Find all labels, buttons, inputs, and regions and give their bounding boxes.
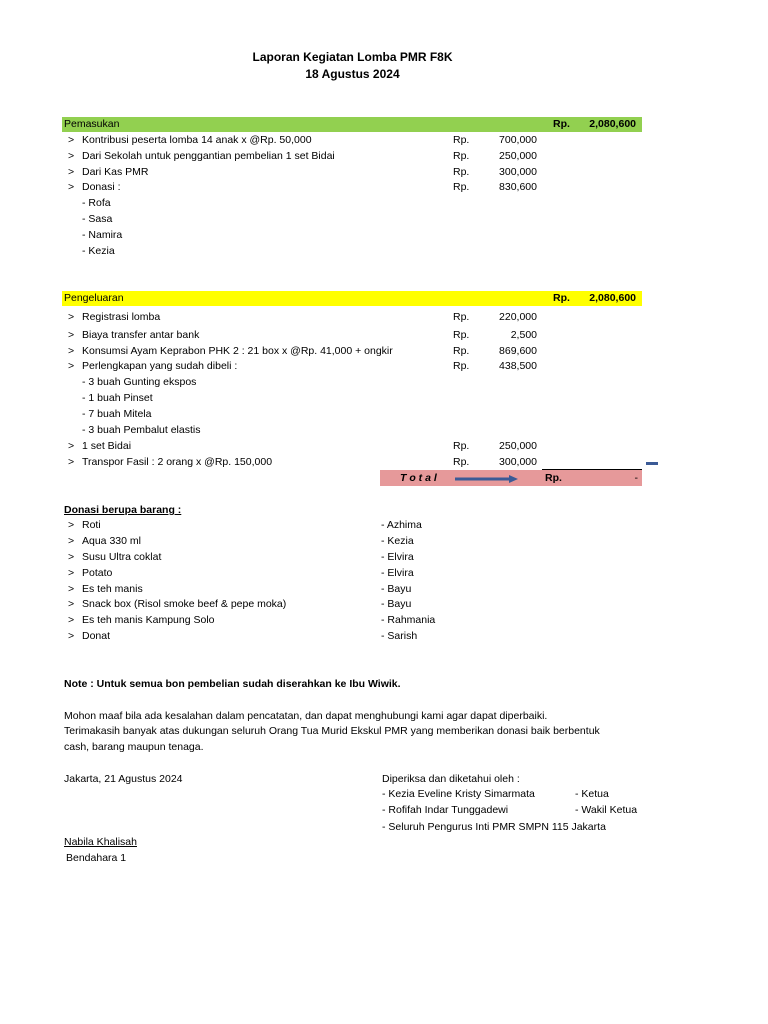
donation-item: Donat xyxy=(82,630,111,642)
supply-item: - 7 buah Mitela xyxy=(82,408,152,420)
donor-name: - Namira xyxy=(82,229,123,241)
arrow-right-icon xyxy=(455,473,519,485)
donation-item: Roti xyxy=(82,519,101,531)
item-currency: Rp. xyxy=(453,134,470,146)
item-text: Kontribusi peserta lomba 14 anak x @Rp. 50,000 xyxy=(82,134,312,146)
donation-donor: - Elvira xyxy=(381,551,414,563)
donation-item: Es teh manis Kampung Solo xyxy=(82,614,215,626)
item-currency: Rp. xyxy=(453,150,470,162)
checker-name: - Kezia Eveline Kristy Simarmata xyxy=(382,788,535,800)
donation-donor: - Azhima xyxy=(381,519,422,531)
donation-donor: - Bayu xyxy=(381,583,412,595)
item-text: Biaya transfer antar bank xyxy=(82,329,200,341)
item-text: Perlengkapan yang sudah dibeli : xyxy=(82,360,238,372)
treasurer-role: Bendahara 1 xyxy=(66,852,127,864)
donation-donor: - Rahmania xyxy=(381,614,436,626)
bullet-marker: > xyxy=(68,150,75,162)
supply-item: - 3 buah Gunting ekspos xyxy=(82,376,197,388)
bullet-marker: > xyxy=(68,181,75,193)
checked-by-label: Diperiksa dan diketahui oleh : xyxy=(382,773,520,785)
item-text: Konsumsi Ayam Keprabon PHK 2 : 21 box x @Rp. 41,000 + ongkir xyxy=(82,345,393,357)
item-amount: 220,000 xyxy=(499,311,537,323)
closing-line: Mohon maaf bila ada kesalahan dalam pencatatan, dan dapat menghubungi kami agar dapat diperbaiki. xyxy=(64,710,548,722)
item-currency: Rp. xyxy=(453,329,470,341)
pengeluaran-total-currency: Rp. xyxy=(553,292,570,304)
total-value: - xyxy=(634,472,638,484)
total-label: T o t a l xyxy=(400,472,437,484)
item-amount: 250,000 xyxy=(499,150,537,162)
bullet-marker: > xyxy=(68,551,75,563)
place-date: Jakarta, 21 Agustus 2024 xyxy=(64,773,183,785)
item-amount: 2,500 xyxy=(510,329,537,341)
closing-line: Terimakasih banyak atas dukungan seluruh Orang Tua Murid Ekskul PMR yang memberikan donasi baik berbentuk xyxy=(64,725,600,737)
bullet-marker: > xyxy=(68,345,75,357)
bullet-marker: > xyxy=(68,360,75,372)
report-date: 18 Agustus 2024 xyxy=(305,67,400,81)
bullet-marker: > xyxy=(68,535,75,547)
item-amount: 300,000 xyxy=(499,166,537,178)
item-currency: Rp. xyxy=(453,360,470,372)
bullet-marker: > xyxy=(68,598,75,610)
bullet-marker: > xyxy=(68,329,75,341)
bullet-marker: > xyxy=(68,614,75,626)
donation-donor: - Bayu xyxy=(381,598,412,610)
donation-donor: - Elvira xyxy=(381,567,414,579)
item-amount: 830,600 xyxy=(499,181,537,193)
total-currency: Rp. xyxy=(545,472,562,484)
item-amount: 700,000 xyxy=(499,134,537,146)
side-dash-mark xyxy=(646,462,658,465)
item-amount: 869,600 xyxy=(499,345,537,357)
bullet-marker: > xyxy=(68,630,75,642)
item-currency: Rp. xyxy=(453,166,470,178)
item-currency: Rp. xyxy=(453,456,470,468)
pemasukan-label: Pemasukan xyxy=(64,118,120,130)
bullet-marker: > xyxy=(68,456,75,468)
bullet-marker: > xyxy=(68,583,75,595)
item-currency: Rp. xyxy=(453,440,470,452)
closing-line: cash, barang maupun tenaga. xyxy=(64,741,204,753)
item-text: Dari Sekolah untuk penggantian pembelian 1 set Bidai xyxy=(82,150,335,162)
note-text: Note : Untuk semua bon pembelian sudah diserahkan ke Ibu Wiwik. xyxy=(64,678,401,690)
donor-name: - Kezia xyxy=(82,245,115,257)
item-text: 1 set Bidai xyxy=(82,440,132,452)
bullet-marker: > xyxy=(68,440,75,452)
checker-role: - Wakil Ketua xyxy=(575,804,638,816)
donation-donor: - Sarish xyxy=(381,630,418,642)
donor-name: - Rofa xyxy=(82,197,111,209)
donation-item: Potato xyxy=(82,567,113,579)
pengeluaran-total: 2,080,600 xyxy=(589,292,636,304)
donasi-barang-heading: Donasi berupa barang : xyxy=(64,504,182,516)
checker-name: - Seluruh Pengurus Inti PMR SMPN 115 Jakarta xyxy=(382,821,606,833)
bullet-marker: > xyxy=(68,134,75,146)
donor-name: - Sasa xyxy=(82,213,113,225)
item-amount: 438,500 xyxy=(499,360,537,372)
item-text: Registrasi lomba xyxy=(82,311,161,323)
donation-item: Snack box (Risol smoke beef & pepe moka) xyxy=(82,598,287,610)
item-currency: Rp. xyxy=(453,345,470,357)
pemasukan-total-currency: Rp. xyxy=(553,118,570,130)
checker-name: - Rofifah Indar Tunggadewi xyxy=(382,804,509,816)
supply-item: - 3 buah Pembalut elastis xyxy=(82,424,201,436)
item-amount: 300,000 xyxy=(499,456,537,468)
treasurer-name: Nabila Khalisah xyxy=(64,836,137,848)
bullet-marker: > xyxy=(68,166,75,178)
supply-item: - 1 buah Pinset xyxy=(82,392,153,404)
item-amount: 250,000 xyxy=(499,440,537,452)
bullet-marker: > xyxy=(68,567,75,579)
total-rule xyxy=(542,469,642,470)
donation-item: Aqua 330 ml xyxy=(82,535,141,547)
donation-donor: - Kezia xyxy=(381,535,414,547)
bullet-marker: > xyxy=(68,311,75,323)
report-title: Laporan Kegiatan Lomba PMR F8K xyxy=(252,50,453,64)
item-currency: Rp. xyxy=(453,181,470,193)
pemasukan-total: 2,080,600 xyxy=(589,118,636,130)
item-text: Dari Kas PMR xyxy=(82,166,149,178)
checker-role: - Ketua xyxy=(575,788,609,800)
item-currency: Rp. xyxy=(453,311,470,323)
donation-item: Es teh manis xyxy=(82,583,143,595)
item-text: Donasi : xyxy=(82,181,121,193)
donation-item: Susu Ultra coklat xyxy=(82,551,162,563)
item-text: Transpor Fasil : 2 orang x @Rp. 150,000 xyxy=(82,456,273,468)
pengeluaran-label: Pengeluaran xyxy=(64,292,124,304)
bullet-marker: > xyxy=(68,519,75,531)
